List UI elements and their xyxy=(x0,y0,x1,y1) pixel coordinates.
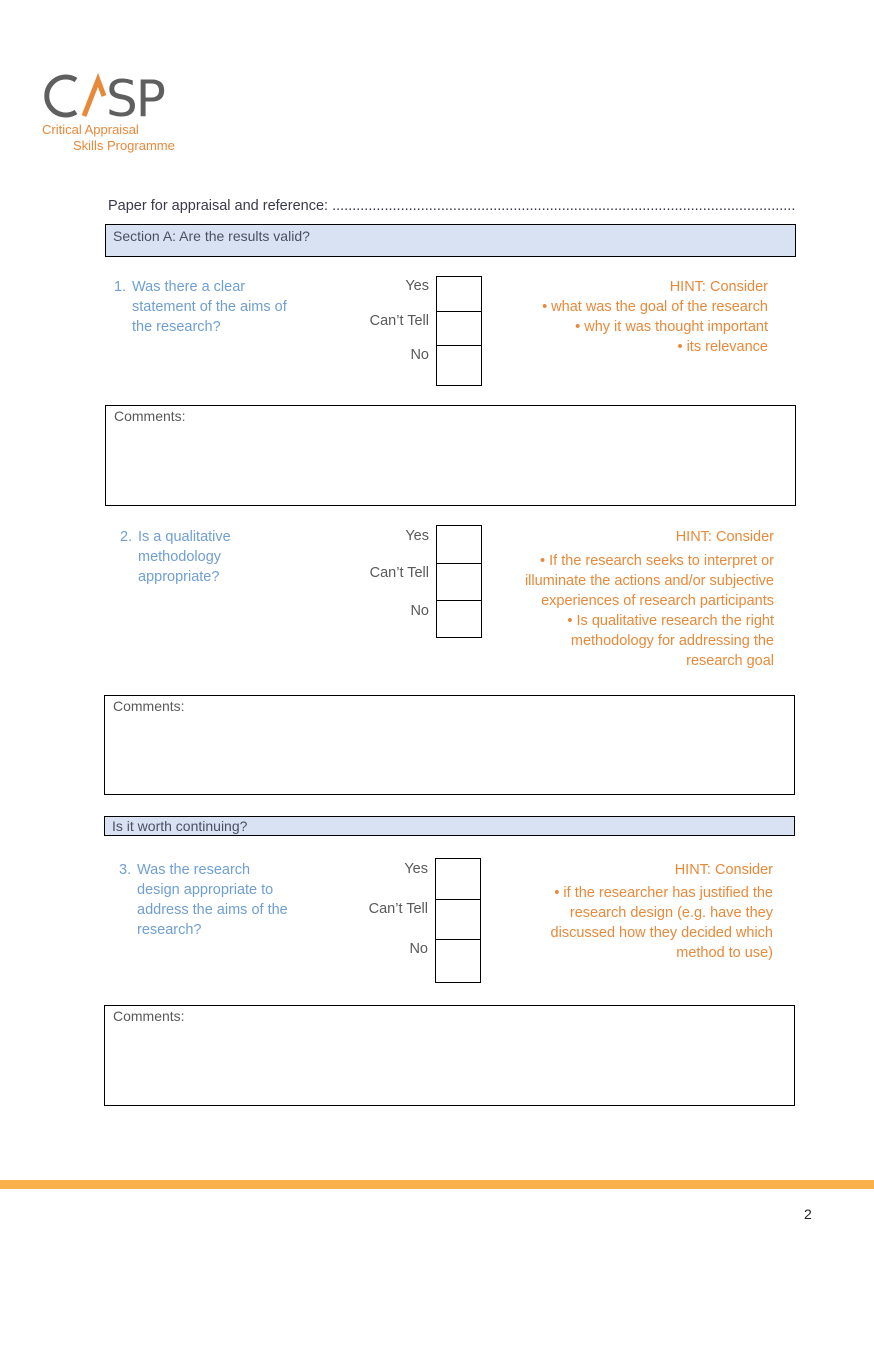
question-3 xyxy=(119,860,319,950)
hint-line: • if the researcher has justified the xyxy=(554,885,773,901)
question-text-line: research? xyxy=(137,922,202,938)
question-text-line: Is a qualitative xyxy=(138,529,231,545)
checkbox-no[interactable] xyxy=(436,345,482,386)
checkbox-yes[interactable] xyxy=(436,525,482,564)
option-yes-label: Yes xyxy=(404,861,428,877)
hint-line: discussed how they decided which xyxy=(550,925,773,941)
comments-label: Comments: xyxy=(113,1008,185,1024)
hint-line: illuminate the actions and/or subjective xyxy=(524,573,774,589)
hint-line: experiences of research participants xyxy=(541,593,774,609)
question-text-line: Was there a clear xyxy=(132,279,246,295)
question-text-line: Was the research xyxy=(137,862,251,878)
hint-line: • what was the goal of the research xyxy=(542,299,768,315)
checkbox-cant-tell[interactable] xyxy=(436,563,482,601)
question-text-line: address the aims of the xyxy=(137,902,288,918)
checkbox-yes[interactable] xyxy=(435,858,481,900)
page-number: 2 xyxy=(804,1206,812,1222)
hint-title: HINT: Consider xyxy=(669,279,768,295)
question-2 xyxy=(120,527,320,597)
comments-label: Comments: xyxy=(114,408,186,424)
hint-line: research design (e.g. have they xyxy=(569,905,773,921)
hint-line: method to use) xyxy=(676,945,773,961)
hint-line: research goal xyxy=(686,653,774,669)
question-text-line: appropriate? xyxy=(138,569,220,585)
option-cant-tell-label: Can’t Tell xyxy=(369,565,429,581)
casp-logo-mark xyxy=(42,72,174,120)
hint-line: • Is qualitative research the right xyxy=(567,613,774,629)
option-yes-label: Yes xyxy=(405,528,429,544)
hint-3 xyxy=(551,860,773,963)
logo-tagline-2: Skills Programme xyxy=(73,138,175,153)
casp-logo xyxy=(42,72,174,129)
footer-bar xyxy=(0,1180,874,1189)
question-text-line: the research? xyxy=(132,319,221,335)
option-no-label: No xyxy=(410,603,429,619)
section-a-header xyxy=(105,224,796,257)
option-no-label: No xyxy=(409,941,428,957)
hint-line: • its relevance xyxy=(677,339,768,355)
question-number: 2. xyxy=(120,529,133,545)
hint-line: • why it was thought important xyxy=(575,319,768,335)
checkbox-no[interactable] xyxy=(435,939,481,983)
option-yes-label: Yes xyxy=(405,278,429,294)
option-no-label: No xyxy=(410,347,429,363)
hint-2 xyxy=(525,527,774,671)
question-text-line: methodology xyxy=(138,549,222,565)
checkbox-cant-tell[interactable] xyxy=(436,311,482,346)
comments-label: Comments: xyxy=(113,698,185,714)
question-1 xyxy=(114,277,334,347)
worth-continuing-title: Is it worth continuing? xyxy=(112,818,248,834)
comments-box-3[interactable] xyxy=(104,1005,795,1106)
question-text-line: design appropriate to xyxy=(137,882,274,898)
hint-line: • If the research seeks to interpret or xyxy=(540,553,774,569)
comments-box-2[interactable] xyxy=(104,695,795,795)
svg-text:SP: SP xyxy=(106,72,164,120)
hint-1 xyxy=(542,277,768,357)
checkbox-yes[interactable] xyxy=(436,276,482,312)
question-number: 3. xyxy=(119,862,132,878)
logo-tagline-1: Critical Appraisal xyxy=(42,122,139,137)
question-text-line: statement of the aims of xyxy=(132,299,287,315)
comments-box-1[interactable] xyxy=(105,405,796,506)
checkbox-no[interactable] xyxy=(436,600,482,638)
checkbox-cant-tell[interactable] xyxy=(435,899,481,940)
worth-continuing-header xyxy=(104,816,795,836)
question-number: 1. xyxy=(114,279,127,295)
hint-title: HINT: Consider xyxy=(674,862,773,878)
paper-reference-line: Paper for appraisal and reference: ................................................................................................................... xyxy=(108,198,796,214)
hint-line: methodology for addressing the xyxy=(570,633,774,649)
option-cant-tell-label: Can’t Tell xyxy=(368,901,428,917)
option-cant-tell-label: Can’t Tell xyxy=(369,313,429,329)
hint-title: HINT: Consider xyxy=(675,529,774,545)
section-a-title: Section A: Are the results valid? xyxy=(113,228,310,244)
